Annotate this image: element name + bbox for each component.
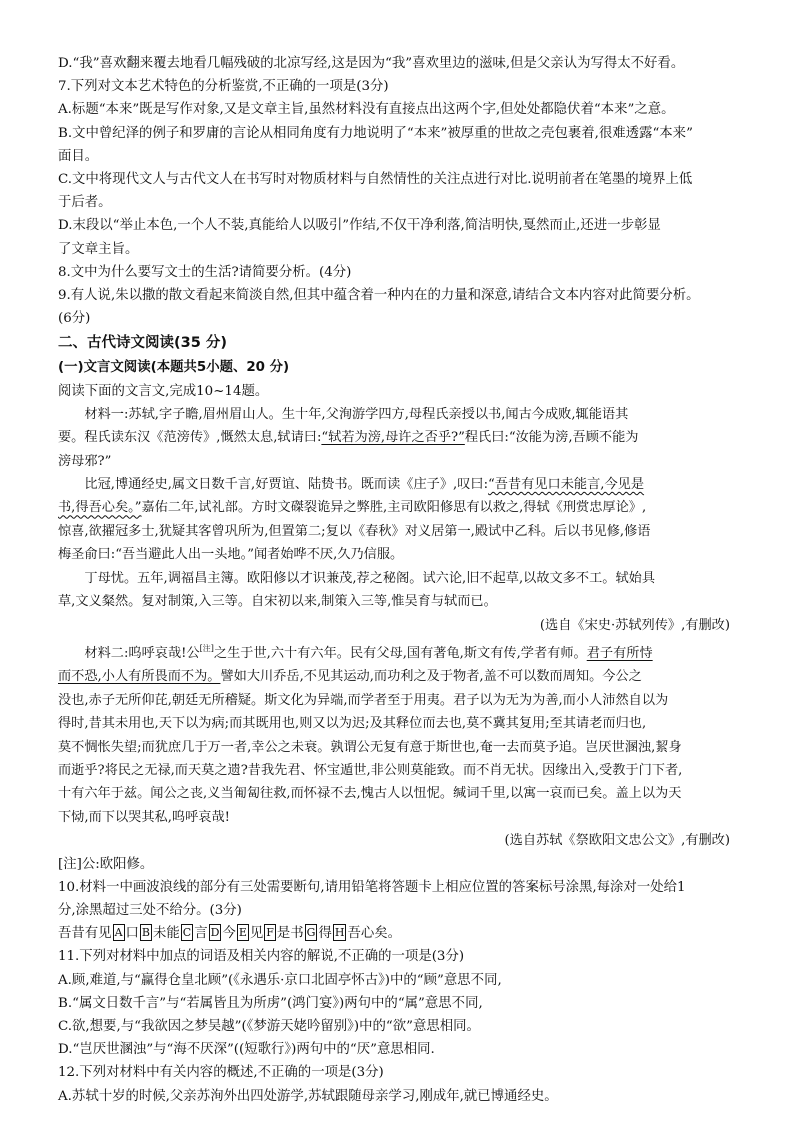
answer-marker-e[interactable]: E [238,926,247,940]
m1-source: (选自《宋史·苏轼列传》,有删改) [539,617,730,633]
m1-p1-line1: 材料一:苏轼,字子瞻,眉州眉山人。生十年,父洵游学四方,母程氏亲授以书,闻古今成败,辄能语其 [84,406,629,422]
q10-text: 口 [125,926,139,942]
question-9 [58,284,758,330]
m1-underlined-quote: “轼若为滂,母许之否乎?” [321,430,465,446]
q7-option-c-line2: 于后者。 [58,195,112,211]
m2-footnote-mark: [注] [199,643,214,653]
section-heading: 二、古代诗文阅读(35 分) [58,335,227,352]
q10-text: 今 [222,926,236,942]
q12-option-a: A.苏轼十岁的时候,父亲苏洵外出四处游学,苏轼跟随母亲学习,刚成年,就已博通经史。 [58,1088,558,1104]
m1-p2-line1: 比冠,博通经史,属文日数千言,好贾谊、陆贽书。既而读《庄子》,叹曰: [84,477,489,493]
m2-line4: 得时,昔其未用也,天下以为病;而其既用也,则又以为迟;及其释位而去也,莫不冀其复用;至其请老而归也, [58,716,647,732]
q7-option-b-line1: B.文中曾纪泽的例子和罗庸的言论从相同角度有力地说明了“本来”被厚重的世故之壳包裹着,很难透露“本来” [58,125,693,141]
answer-marker-h[interactable]: H [334,926,345,940]
reading-intro: 阅读下面的文言文,完成10~14题。 [58,383,269,399]
q11-option-b: B.“属文日数千言”与“若属皆且为所虏”(鸿门宴》)两句中的“属”意思不同, [58,995,483,1011]
q9-line2: (6分) [58,311,91,327]
q11-option-d: D.“岂厌世溷浊”与“海不厌深”((短歌行》)两句中的“厌”意思相同. [58,1042,435,1058]
q7-option-d-line2: 了文章主旨。 [58,241,139,257]
answer-marker-f[interactable]: F [266,926,274,940]
q7-stem: 7.下列对文本艺术特色的分析鉴赏,不正确的一项是(3分) [58,79,389,95]
m1-p3-line1: 丁母忧。五年,调福昌主簿。欧阳修以才识兼茂,荐之秘阁。试六论,旧不起草,以故文多不工。轼始具 [84,570,656,586]
answer-marker-b[interactable]: B [141,926,150,940]
m1-p2-line4: 梅圣俞曰:“吾当避此人出一头地。”闻者始哗不厌,久乃信服。 [58,547,404,563]
answer-marker-a[interactable]: A [114,926,123,940]
m1-p1-line3: 滂母邪?” [58,453,112,469]
q9-line1: 9.有人说,朱以撒的散文看起来简淡自然,但其中蕴含着一种内在的力量和深意,请结合文本内容对此简要分析。 [58,288,700,304]
material-one [58,403,758,637]
annotation-note: [注]公:欧阳修。 [58,856,154,872]
m2-line3: 没也,赤子无所仰芘,朝廷无所稽疑。斯文化为异端,而学者至于用夷。君子以为无为为善,而小人沛然自以为 [58,692,669,708]
answer-marker-d[interactable]: D [210,926,220,940]
exam-page [58,52,758,1108]
m2-underlined-part2: 而不恐,小人有所畏而不为。 [58,669,221,685]
answer-marker-c[interactable]: C [182,926,192,940]
q6-option-d: D.“我”喜欢翻来覆去地看几幅残破的北凉写经,这是因为“我”喜欢里边的滋味,但是父亲认为写得太不好看。 [58,56,685,71]
q11-option-a: A.顾,难道,与“赢得仓皇北顾”(《永遇乐·京口北固亭怀古》)中的“顾”意思不同, [58,972,502,988]
question-8: 8.文中为什么要写文士的生活?请简要分析。(4分) [58,264,352,280]
q7-option-c-line1: C.文中将现代文人与古代文人在书写时对物质材料与自然情性的关注点进行对比.说明前者在笔墨的境界上低 [58,172,693,188]
q10-text: 吾昔有见 [58,926,112,942]
material-two [58,637,758,853]
m2-line1-mid: 之生于世,六十有六年。民有父母,国有著龟,斯文有传,学者有师。 [213,645,587,661]
q10-text: 见 [249,926,264,942]
q10-text: 吾心矣。 [347,926,401,942]
q10-text: 未能 [153,926,180,942]
m2-line7: 十有六年于兹。闻公之丧,义当匍匐往救,而怀禄不去,愧古人以忸怩。缄词千里,以寓一哀而已矣。盖上以为天 [58,786,682,802]
m2-underlined-part1: 君子有所恃 [586,645,653,661]
q10-text: 是书 [276,926,304,942]
m2-line6: 而逝乎?将民之无禄,而天莫之遗?昔我先君、怀宝遁世,非公则莫能致。而不肖无状。因缘出入,受教于门下者, [58,762,683,778]
m1-p2-line3: 惊喜,欲擢冠多士,犹疑其客曾巩所为,但置第二;复以《春秋》对义居第一,殿试中乙科。后以书见修,修语 [58,523,651,539]
answer-marker-g[interactable]: G [306,926,316,940]
q10-line2: 分,涂黑超过三处不给分。(3分) [58,902,242,918]
q12-stem: 12.下列对材料中有关内容的概述,不正确的一项是(3分) [58,1065,384,1081]
m1-p3-line2: 草,文义粲然。复对制策,入三等。自宋初以来,制策入三等,惟吴育与轼而已。 [58,594,497,610]
q10-sentence-with-markers [58,922,758,945]
m1-p1-line2-tail: 程氏曰:“汝能为滂,吾顾不能为 [464,430,639,446]
m1-p1-line2: 要。程氏读东汉《范滂传》,慨然太息,轼请曰: [58,430,322,446]
question-11 [58,945,758,1061]
q7-option-a: A.标题“本来”既是写作对象,又是文章主旨,虽然材料没有直接点出这两个字,但处处都隐伏着“本来”之意。 [58,102,675,118]
q7-option-d-line1: D.末段以“举止本色,一个人不装,真能给人以吸引”作结,不仅干净利落,简洁明快,戛然而止,还进一步彰显 [58,218,661,234]
q11-stem: 11.下列对材料中加点的词语及相关内容的解说,不正确的一项是(3分) [58,949,465,965]
question-7 [58,75,758,261]
question-12 [58,1061,758,1107]
m2-line2-tail: 譬如大川乔岳,不见其运动,而功利之及于物者,盖不可以数而周知。今公之 [220,669,642,685]
q11-option-c: C.欲,想要,与“我欲因之梦吴越”(《梦游天姥吟留别》)中的“欲”意思相同。 [58,1018,480,1034]
m2-source: (选自苏轼《祭欧阳文忠公文》,有删改) [504,833,730,849]
q10-line1: 10.材料一中画波浪线的部分有三处需要断句,请用铅笔将答题卡上相应位置的答案标号涂黑,每涂对一处给1 [58,879,686,895]
m2-line5: 莫不惆怅失望;而犹庶几于万一者,幸公之未衰。孰谓公无复有意于斯世也,奄一去而莫予追。岂厌世溷浊,絜身 [58,739,682,755]
m1-wavy-line-part1: “吾昔有见口未能言,今见是 [488,477,645,493]
m2-line1: 材料二:呜呼哀哉!公 [84,645,200,661]
m2-line8: 下恸,而下以哭其私,呜呼哀哉! [58,809,230,825]
q10-text: 言 [194,926,208,942]
m1-wavy-line-part2: 书,得吾心矣。” [58,500,142,516]
subsection-heading: (一)文言文阅读(本题共5小题、20 分) [58,360,290,376]
question-10 [58,876,758,946]
m1-p2-line2-tail: 嘉佑二年,试礼部。方时文磔裂诡异之弊胜,主司欧阳修思有以救之,得轼《刑赏忠厚论》, [141,500,647,516]
q10-text: 得 [318,926,332,942]
q7-option-b-line2: 面目。 [58,148,99,164]
